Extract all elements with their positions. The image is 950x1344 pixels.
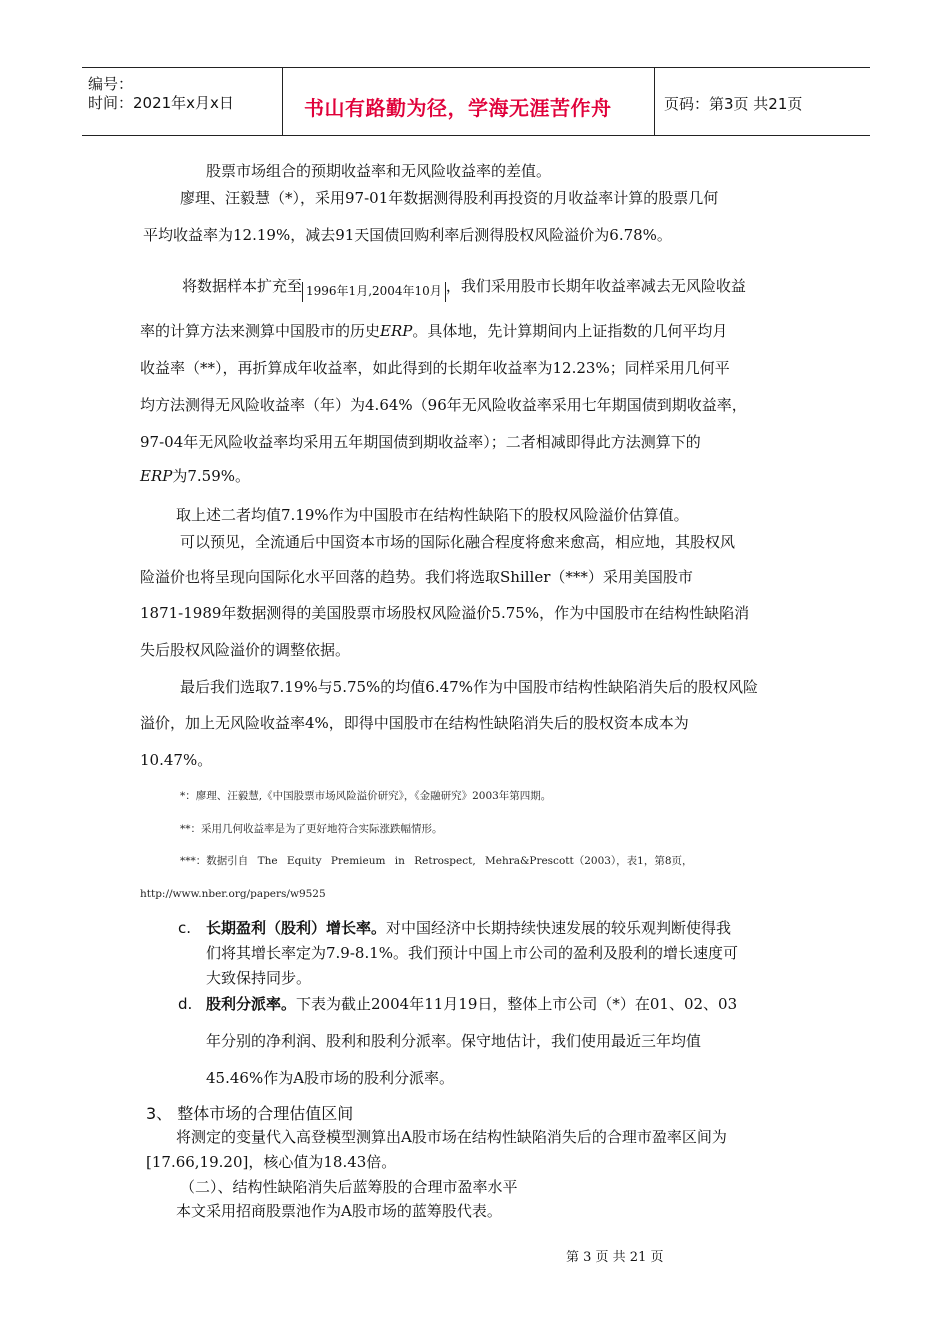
- paragraph-line: 股票市场组合的预期收益率和无风险收益率的差值。: [206, 162, 552, 180]
- paragraph-text: 。具体地，先计算期间内上证指数的几何平均月: [412, 322, 728, 340]
- paragraph-line: 廖理、汪毅慧（*），采用97-01年数据测得股利再投资的月收益率计算的股票几何: [180, 189, 719, 207]
- paragraph-line: 溢价，加上无风险收益率4%，即得中国股市在结构性缺陷消失后的股权资本成本为: [140, 714, 689, 732]
- list-item-line: 年分别的净利润、股利和股利分派率。保守地估计，我们使用最近三年均值: [206, 1032, 702, 1050]
- paragraph-line: 将测定的变量代入高登模型测算出A股市场在结构性缺陷消失后的合理市盈率区间为: [176, 1128, 727, 1146]
- paragraph-line: 本文采用招商股票池作为A股市场的蓝筹股代表。: [176, 1202, 502, 1220]
- list-item-text: 对中国经济中长期持续快速发展的较乐观判断使得我: [386, 919, 732, 937]
- time-label: 时间：2021年x月x日: [88, 94, 234, 112]
- erp-symbol: ERP: [140, 467, 173, 485]
- page-footer: 第 3 页 共 21 页: [566, 1250, 664, 1265]
- page-indicator: 页码：第3页 共21页: [664, 95, 803, 113]
- motto: 书山有路勤为径，学海无涯苦作舟: [304, 96, 612, 120]
- paragraph-line: [140, 466, 250, 486]
- header-bottom-rule: [82, 135, 870, 136]
- subsection-heading: （二）、结构性缺陷消失后蓝筹股的合理市盈率水平: [180, 1178, 518, 1196]
- footnote-url: http://www.nber.org/papers/w9525: [140, 888, 326, 900]
- paragraph-line: 平均收益率为12.19%，减去91天国债回购利率后测得股权风险溢价为6.78%。: [143, 226, 672, 244]
- paragraph-line: 97-04年无风险收益率均采用五年期国债到期收益率）；二者相减即得此方法测算下的: [140, 433, 701, 451]
- number-label: 编号：: [88, 75, 134, 93]
- list-item-line: [206, 918, 731, 938]
- footnote: *：廖理、汪毅慧,《中国股票市场风险溢价研究》，《金融研究》2003年第四期。: [180, 790, 552, 802]
- header-divider: [282, 67, 283, 135]
- list-marker: d.: [178, 995, 193, 1013]
- paragraph-line: 10.47%。: [140, 751, 213, 769]
- paragraph-text: ，我们采用股市长期年收益率减去无风险收益: [445, 277, 746, 295]
- footnote: **：采用几何收益率是为了更好地符合实际涨跌幅情形。: [180, 823, 443, 835]
- list-item-line: 们将其增长率定为7.9-8.1%。我们预计中国上市公司的盈利及股利的增长速度可: [206, 944, 739, 962]
- paragraph-line: 可以预见，全流通后中国资本市场的国际化融合程度将愈来愈高，相应地，其股权风: [180, 533, 736, 551]
- list-marker: c.: [178, 919, 192, 937]
- header-divider: [654, 67, 655, 135]
- paragraph-line: [17.66,19.20]，核心值为18.43倍。: [146, 1153, 397, 1171]
- paragraph-line: 最后我们选取7.19%与5.75%的均值6.47%作为中国股市结构性缺陷消失后的股权风险: [180, 678, 758, 696]
- paragraph-line: 取上述二者均值7.19%作为中国股市在结构性缺陷下的股权风险溢价估算值。: [176, 506, 689, 524]
- header-top-rule: [82, 67, 870, 68]
- list-item-line: 大致保持同步。: [206, 969, 312, 987]
- paragraph-line: [182, 276, 746, 302]
- list-item-title: 股利分派率。: [206, 995, 297, 1013]
- list-item-line: 45.46%作为A股市场的股利分派率。: [206, 1069, 455, 1087]
- paragraph-text: 为7.59%。: [172, 467, 250, 485]
- section-heading: 3、 整体市场的合理估值区间: [146, 1104, 354, 1123]
- paragraph-line: 失后股权风险溢价的调整依据。: [140, 641, 351, 659]
- paragraph-text: 率的计算方法来测算中国股市的历史: [140, 322, 381, 340]
- erp-symbol: ERP: [380, 322, 413, 340]
- date-range-formula: 1996年1月,2004年10月: [302, 282, 446, 302]
- paragraph-line: 收益率（**），再折算成年收益率，如此得到的长期年收益率为12.23%；同样采用几何平: [140, 359, 730, 377]
- paragraph-line: [140, 321, 727, 341]
- paragraph-line: 均方法测得无风险收益率（年）为4.64%（96年无风险收益率采用七年期国债到期收益率，: [140, 396, 747, 414]
- paragraph-text: 将数据样本扩充至: [182, 277, 303, 295]
- list-item-text: 下表为截止2004年11月19日，整体上市公司（*）在01、02、03: [296, 995, 738, 1013]
- paragraph-line: 险溢价也将呈现向国际化水平回落的趋势。我们将选取Shiller（***）采用美国股市: [140, 568, 693, 586]
- paragraph-line: 1871-1989年数据测得的美国股票市场股权风险溢价5.75%，作为中国股市在结构性缺陷消: [140, 604, 750, 622]
- list-item-line: [206, 994, 737, 1014]
- footnote: ***：数据引自 The Equity Premieum in Retrospect, Mehra&Prescott（2003），表1，第8页，: [180, 855, 693, 867]
- page-header: [82, 67, 870, 135]
- list-item-title: 长期盈利（股利）增长率。: [206, 919, 387, 937]
